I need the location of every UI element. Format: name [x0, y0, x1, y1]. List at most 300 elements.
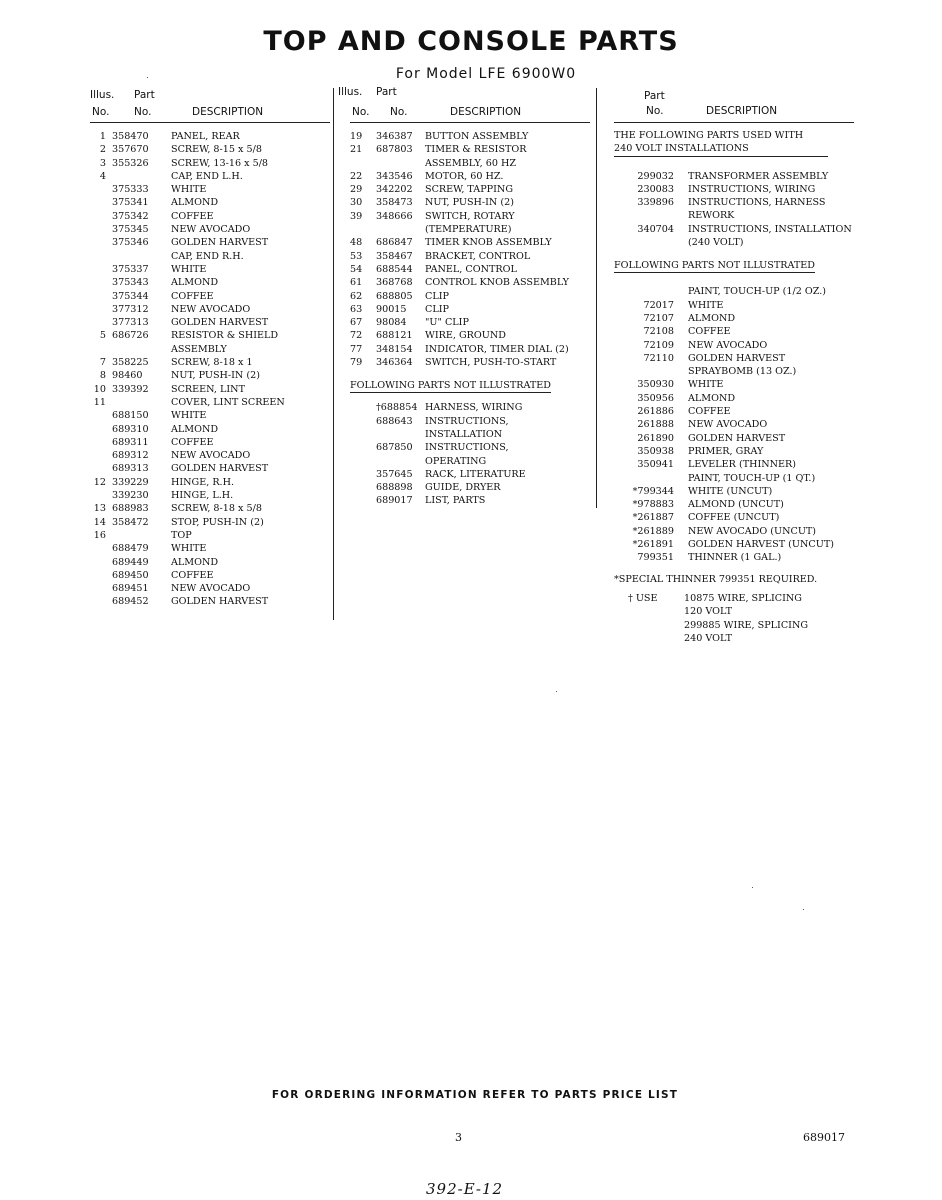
part-description: PANEL, REAR: [171, 131, 240, 142]
part-description: CLIP: [425, 303, 449, 315]
parts-row: [350, 441, 590, 454]
parts-row: [614, 538, 864, 551]
part-description: GOLDEN HARVEST: [171, 596, 269, 608]
illus-number: 48: [350, 237, 363, 249]
part-number: 90015: [376, 303, 407, 315]
part-number: 375341: [112, 197, 149, 209]
part-label: Part: [644, 90, 665, 102]
part-description: GOLDEN HARVEST: [171, 317, 269, 329]
parts-row: [90, 489, 330, 502]
part-description: BUTTON ASSEMBLY: [425, 131, 529, 142]
part-number: 261888: [637, 419, 674, 431]
not-illustrated-heading: FOLLOWING PARTS NOT ILLUSTRATED: [614, 260, 815, 272]
part-number: 355326: [112, 157, 149, 169]
part-description: OPERATING: [425, 455, 487, 467]
parts-row: [90, 556, 330, 569]
parts-row: [614, 312, 864, 325]
illus-number: 53: [350, 250, 363, 262]
part-description: COFFEE: [171, 436, 214, 448]
part-number: 688983: [112, 503, 149, 515]
part-number: 350956: [637, 392, 674, 404]
illus-number: 77: [350, 343, 363, 355]
part-description: TOP: [171, 529, 192, 541]
voltage-note-line-2: 240 VOLT INSTALLATIONS: [614, 142, 828, 156]
parts-row: [350, 130, 590, 143]
part-label: Part: [376, 86, 397, 98]
240v-parts-list: [614, 170, 864, 250]
parts-row: [90, 569, 330, 582]
header-rule: [90, 122, 330, 123]
part-description: ALMOND: [171, 556, 219, 568]
page-number: 3: [455, 1131, 462, 1144]
part-number: 688150: [112, 410, 149, 422]
scan-speck: [752, 887, 753, 888]
part-description: ALMOND: [171, 277, 219, 289]
parts-row: [90, 476, 330, 489]
part-number: 72108: [643, 326, 674, 338]
parts-row: [614, 285, 864, 298]
parts-row: [614, 432, 864, 445]
part-description: THINNER (1 GAL.): [688, 552, 782, 564]
parts-row: [350, 415, 590, 428]
parts-row: [90, 595, 330, 608]
part-description: NEW AVOCADO (UNCUT): [688, 525, 817, 537]
use-note: [614, 592, 864, 648]
illus-number: 5: [99, 330, 106, 342]
parts-row: [614, 472, 864, 485]
part-number: *261889: [632, 525, 674, 537]
part-description: RACK, LITERATURE: [425, 468, 526, 480]
part-description: WHITE (UNCUT): [688, 485, 773, 497]
part-number: 72107: [643, 312, 674, 324]
part-number: 689451: [112, 583, 149, 595]
part-description: CAP, END L.H.: [171, 170, 243, 182]
illus-label: Illus.: [338, 86, 363, 98]
parts-row: [90, 130, 330, 143]
illus-number: 63: [350, 303, 363, 315]
header-rule: [614, 122, 854, 123]
illus-number: 39: [350, 210, 363, 222]
description-label: DESCRIPTION: [706, 105, 778, 117]
parts-row: [350, 303, 590, 316]
part-description: TRANSFORMER ASSEMBLY: [688, 170, 829, 182]
parts-row: [350, 329, 590, 342]
part-number: 346364: [376, 357, 413, 369]
part-description: INSTALLATION: [425, 428, 503, 440]
part-number: 261890: [637, 432, 674, 444]
illus-label: Illus.: [90, 89, 115, 101]
parts-row: [90, 303, 330, 316]
part-description: COFFEE: [688, 326, 731, 338]
part-number: 358473: [376, 197, 413, 209]
description-label: DESCRIPTION: [450, 106, 522, 118]
part-description: ALMOND (UNCUT): [688, 499, 784, 511]
part-description: SCREW, TAPPING: [425, 184, 513, 196]
no-label: No.: [134, 106, 152, 118]
part-number: 348666: [376, 210, 413, 222]
scan-speck: [803, 909, 804, 910]
illus-number: 4: [99, 170, 106, 182]
parts-row: [90, 196, 330, 209]
part-number: 340704: [637, 223, 674, 235]
illus-number: 22: [350, 170, 363, 182]
parts-row: [90, 170, 330, 183]
part-description: LIST, PARTS: [425, 495, 486, 507]
parts-row: [614, 325, 864, 338]
part-number: 350938: [637, 445, 674, 457]
use-line: 240 VOLT: [684, 632, 732, 644]
part-number: 72110: [643, 352, 674, 364]
part-description: GUIDE, DRYER: [425, 482, 501, 494]
parts-row: [350, 170, 590, 183]
part-description: SCREEN, LINT: [171, 383, 245, 395]
parts-row: [614, 551, 864, 564]
part-number: 377313: [112, 317, 149, 329]
parts-row: [350, 236, 590, 249]
no-label: No.: [92, 106, 110, 118]
part-description: TIMER & RESISTOR: [425, 144, 527, 156]
part-number: 358470: [112, 131, 149, 142]
column-divider-2: [596, 88, 597, 508]
parts-row: [90, 276, 330, 289]
part-description: ALMOND: [688, 392, 736, 404]
part-description: WHITE: [688, 299, 724, 311]
illus-number: 67: [350, 317, 363, 329]
part-description: SCREW, 8-15 x 5/8: [171, 144, 262, 156]
part-description: HINGE, L.H.: [171, 490, 234, 502]
part-number: †688854: [376, 402, 418, 414]
illus-number: 19: [350, 131, 363, 142]
part-description: INSTRUCTIONS,: [425, 442, 509, 454]
part-description: NEW AVOCADO: [171, 450, 251, 462]
illus-number: 12: [93, 476, 106, 488]
column-divider-1: [333, 88, 334, 620]
parts-row: [350, 428, 590, 441]
illus-number: 79: [350, 357, 363, 369]
parts-row: [614, 405, 864, 418]
illus-number: 61: [350, 277, 363, 289]
parts-row: [614, 299, 864, 312]
parts-row: [614, 511, 864, 524]
use-label: † USE: [628, 592, 658, 604]
part-description: INSTRUCTIONS, HARNESS: [688, 197, 826, 209]
part-description: INSTRUCTIONS,: [425, 415, 509, 427]
parts-row: [614, 378, 864, 391]
part-description: PANEL, CONTROL: [425, 263, 517, 275]
part-description: LEVELER (THINNER): [688, 459, 797, 471]
part-description: CLIP: [425, 290, 449, 302]
part-description: WHITE: [171, 543, 207, 555]
part-description: COFFEE: [171, 569, 214, 581]
special-thinner-note: *SPECIAL THINNER 799351 REQUIRED.: [614, 573, 818, 585]
parts-row: [614, 392, 864, 405]
part-number: 72109: [643, 339, 674, 351]
part-number: *261891: [632, 539, 674, 551]
part-number: 688805: [376, 290, 413, 302]
part-number: 688121: [376, 330, 413, 342]
parts-list: [350, 130, 590, 369]
part-description: PAINT, TOUCH-UP (1 QT.): [688, 472, 816, 484]
part-number: 350941: [637, 459, 674, 471]
part-number: 687803: [376, 144, 413, 156]
part-description: COFFEE: [171, 290, 214, 302]
column-header: [614, 88, 864, 122]
part-description: SCREW, 8-18 x 5/8: [171, 503, 262, 515]
part-number: 375343: [112, 277, 149, 289]
parts-row: [90, 223, 330, 236]
part-description: ALMOND: [688, 312, 736, 324]
part-description: GOLDEN HARVEST: [688, 352, 786, 364]
part-number: 689452: [112, 596, 149, 608]
part-number: 357645: [376, 468, 413, 480]
parts-row: [614, 352, 864, 365]
part-description: STOP, PUSH-IN (2): [171, 516, 264, 528]
parts-row: [90, 529, 330, 542]
use-line: 120 VOLT: [684, 606, 732, 618]
illus-number: 13: [93, 503, 106, 515]
parts-row: [614, 365, 864, 378]
not-illustrated-list: [350, 401, 590, 507]
use-lines: [684, 592, 808, 645]
part-description: INDICATOR, TIMER DIAL (2): [425, 343, 569, 355]
part-description: (TEMPERATURE): [425, 224, 512, 236]
part-number: 368768: [376, 277, 413, 289]
parts-row: [90, 343, 330, 356]
illus-number: 54: [350, 263, 363, 275]
illus-number: 16: [93, 529, 106, 541]
part-number: 689310: [112, 423, 149, 435]
part-description: SPRAYBOMB (13 OZ.): [688, 366, 797, 378]
part-number: 688898: [376, 482, 413, 494]
parts-row: [614, 418, 864, 431]
use-line: 299885 WIRE, SPLICING: [684, 619, 809, 631]
parts-row: [350, 183, 590, 196]
parts-row: [350, 316, 590, 329]
column-header: [90, 88, 330, 122]
part-description: SWITCH, PUSH-TO-START: [425, 357, 557, 369]
part-description: WHITE: [171, 184, 207, 196]
part-number: 339392: [112, 383, 149, 395]
parts-row: [614, 209, 864, 222]
part-description: "U" CLIP: [425, 317, 469, 329]
part-description: ALMOND: [171, 423, 219, 435]
part-number: 230083: [637, 183, 674, 195]
parts-row: [614, 196, 864, 209]
parts-row: [350, 196, 590, 209]
part-description: NEW AVOCADO: [688, 339, 768, 351]
parts-row: [90, 369, 330, 382]
part-description: NEW AVOCADO: [171, 303, 251, 315]
illus-number: 3: [99, 157, 106, 169]
illus-number: 11: [93, 396, 106, 408]
part-number: *978883: [632, 499, 674, 511]
parts-column-2: [338, 86, 590, 508]
model-subtitle: For Model LFE 6900W0: [395, 66, 577, 82]
part-description: COFFEE (UNCUT): [688, 512, 780, 524]
part-number: 358225: [112, 357, 149, 369]
part-description: GOLDEN HARVEST: [171, 463, 269, 475]
parts-row: [90, 183, 330, 196]
parts-row: [90, 502, 330, 515]
part-number: 299032: [637, 170, 674, 182]
part-number: 686726: [112, 330, 149, 342]
not-illustrated-list: [614, 285, 864, 564]
parts-row: [90, 143, 330, 156]
part-description: TIMER KNOB ASSEMBLY: [425, 237, 552, 249]
parts-row: [90, 263, 330, 276]
illus-number: 62: [350, 290, 363, 302]
part-description: MOTOR, 60 HZ.: [425, 170, 504, 182]
part-number: 346387: [376, 131, 413, 142]
part-description: PRIMER, GRAY: [688, 445, 764, 457]
parts-row: [90, 383, 330, 396]
parts-row: [614, 458, 864, 471]
parts-row: [350, 157, 590, 170]
no-label: No.: [646, 105, 664, 117]
part-description: NEW AVOCADO: [171, 583, 251, 595]
part-number: 339230: [112, 490, 149, 502]
not-illustrated-heading: FOLLOWING PARTS NOT ILLUSTRATED: [350, 380, 551, 392]
parts-row: [90, 316, 330, 329]
illus-number: 21: [350, 144, 363, 156]
illus-number: 29: [350, 184, 363, 196]
part-number: 375333: [112, 184, 149, 196]
parts-row: [350, 143, 590, 156]
handwritten-note: 392-E-12: [426, 1180, 504, 1198]
part-number: *261887: [632, 512, 674, 524]
part-description: SCREW, 13-16 x 5/8: [171, 157, 269, 169]
part-description: WHITE: [171, 410, 207, 422]
part-description: ALMOND: [171, 197, 219, 209]
part-description: NUT, PUSH-IN (2): [425, 197, 514, 209]
parts-row: [350, 494, 590, 507]
parts-row: [90, 356, 330, 369]
parts-column-1: [90, 88, 330, 609]
part-description: SWITCH, ROTARY: [425, 210, 515, 222]
parts-row: [350, 356, 590, 369]
parts-list: [90, 130, 330, 609]
ordering-info-footer: FOR ORDERING INFORMATION REFER TO PARTS PRICE LIST: [271, 1089, 679, 1101]
part-description: ASSEMBLY, 60 HZ: [425, 157, 517, 169]
parts-row: [90, 462, 330, 475]
part-number: 686847: [376, 237, 413, 249]
part-number: *799344: [632, 485, 674, 497]
part-description: PAINT, TOUCH-UP (1/2 OZ.): [688, 286, 827, 298]
illus-number: 8: [99, 370, 106, 382]
part-description: INSTRUCTIONS, INSTALLATION: [688, 223, 852, 235]
part-number: 689450: [112, 569, 149, 581]
part-number: 375345: [112, 224, 149, 236]
no-label: No.: [352, 106, 370, 118]
part-number: 358472: [112, 516, 149, 528]
part-number: 689311: [112, 436, 149, 448]
part-number: 375342: [112, 210, 149, 222]
parts-row: [90, 449, 330, 462]
part-number: 375346: [112, 237, 149, 249]
part-number: 348154: [376, 343, 413, 355]
part-description: SCREW, 8-18 x 1: [171, 357, 253, 369]
part-number: 375337: [112, 263, 149, 275]
part-description: CONTROL KNOB ASSEMBLY: [425, 277, 569, 289]
parts-row: [614, 525, 864, 538]
part-description: WHITE: [688, 379, 724, 391]
part-number: 688643: [376, 415, 413, 427]
illus-number: 72: [350, 330, 363, 342]
part-description: COVER, LINT SCREEN: [171, 396, 285, 408]
part-description: GOLDEN HARVEST: [688, 432, 786, 444]
parts-row: [90, 582, 330, 595]
parts-row: [90, 290, 330, 303]
part-description: NEW AVOCADO: [688, 419, 768, 431]
illus-number: 14: [93, 516, 106, 528]
voltage-note-line-1: THE FOLLOWING PARTS USED WITH: [614, 130, 804, 141]
part-description: CAP, END R.H.: [171, 250, 244, 262]
part-number: 689449: [112, 556, 149, 568]
part-number: 375344: [112, 290, 149, 302]
parts-row: [350, 290, 590, 303]
voltage-note: [614, 129, 864, 157]
scan-speck: [147, 77, 148, 78]
use-line: 10875 WIRE, SPLICING: [684, 592, 802, 604]
part-number: 358467: [376, 250, 413, 262]
document-number: 689017: [803, 1131, 845, 1144]
parts-row: [614, 170, 864, 183]
scan-speck: [556, 691, 557, 692]
part-description: GOLDEN HARVEST: [171, 237, 269, 249]
part-number: 72017: [643, 299, 674, 311]
page-title: TOP AND CONSOLE PARTS: [263, 26, 679, 57]
parts-row: [350, 455, 590, 468]
column-header: [338, 86, 590, 122]
part-number: 339229: [112, 476, 149, 488]
part-number: 689313: [112, 463, 149, 475]
parts-row: [614, 236, 864, 249]
part-description: GOLDEN HARVEST (UNCUT): [688, 539, 834, 551]
part-description: REWORK: [688, 210, 735, 222]
part-description: WHITE: [171, 263, 207, 275]
parts-column-3: [614, 88, 864, 648]
parts-row: [350, 481, 590, 494]
part-description: ASSEMBLY: [171, 343, 227, 355]
parts-row: [614, 498, 864, 511]
parts-row: [614, 183, 864, 196]
part-number: 98084: [376, 317, 407, 329]
part-number: 343546: [376, 170, 413, 182]
part-description: NEW AVOCADO: [171, 224, 251, 236]
parts-row: [350, 343, 590, 356]
part-number: 342202: [376, 184, 413, 196]
parts-row: [90, 210, 330, 223]
part-number: 687850: [376, 442, 413, 454]
parts-row: [90, 236, 330, 249]
part-number: 689312: [112, 450, 149, 462]
part-description: BRACKET, CONTROL: [425, 250, 531, 262]
parts-row: [350, 210, 590, 223]
part-number: 377312: [112, 303, 149, 315]
parts-row: [350, 250, 590, 263]
parts-row: [350, 223, 590, 236]
part-number: 688544: [376, 263, 413, 275]
part-description: INSTRUCTIONS, WIRING: [688, 183, 816, 195]
illus-number: 10: [93, 383, 106, 395]
part-description: COFFEE: [688, 406, 731, 418]
part-number: 799351: [637, 552, 674, 564]
parts-row: [90, 409, 330, 422]
parts-row: [90, 157, 330, 170]
header-rule: [350, 122, 590, 123]
part-description: RESISTOR & SHIELD: [171, 330, 279, 342]
parts-row: [90, 329, 330, 342]
